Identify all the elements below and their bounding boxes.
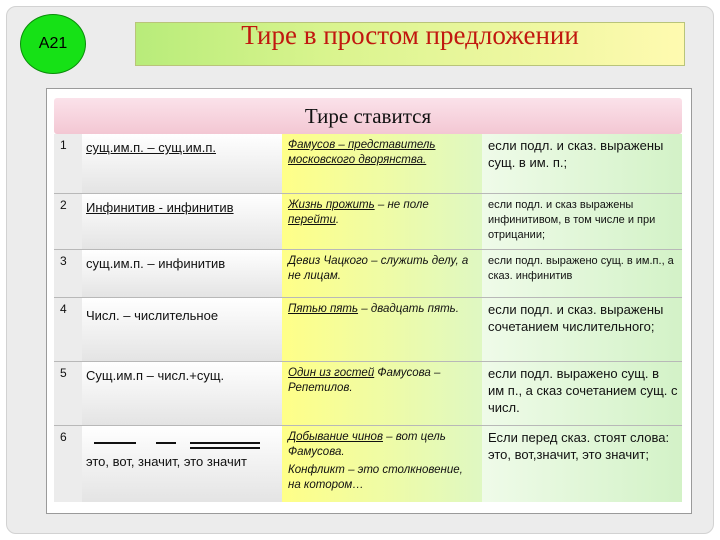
row-scheme	[82, 298, 282, 362]
row-example	[282, 134, 482, 194]
row-example	[282, 298, 482, 362]
row-number: 1	[54, 134, 82, 194]
blank-line	[190, 447, 260, 449]
row-number: 3	[54, 250, 82, 298]
example-text: Фамусов – представитель московского дворянства.	[288, 139, 436, 166]
blank-lines	[86, 434, 278, 450]
row-rule: если подл. и сказ. выражены сущ. в им. п.;	[482, 134, 682, 194]
row-rule: если подл. и сказ. выражены сочетанием числительного;	[482, 298, 682, 362]
row-example	[282, 194, 482, 250]
example-subject: Жизнь прожить	[288, 199, 375, 211]
table-row-4	[54, 298, 682, 362]
table-header-label: Тире ставится	[304, 104, 432, 128]
table-row-5	[54, 362, 682, 426]
row-example	[282, 250, 482, 298]
blank-line	[94, 442, 136, 444]
table-row-3	[54, 250, 682, 298]
scheme-text: сущ.им.п. – инфинитив	[86, 256, 226, 271]
scheme-text: Сущ.им.п – числ.+сущ.	[86, 368, 225, 383]
example-period: .	[335, 213, 340, 226]
table-row-6	[54, 426, 682, 502]
example-subject: Добывание чинов	[288, 431, 383, 443]
blank-line	[190, 442, 260, 444]
example-text: Девиз Чацкого – служить делу, а не лицам.	[288, 255, 469, 282]
row-example	[282, 362, 482, 426]
example-subject: Один из гостей	[288, 367, 375, 379]
row-scheme	[82, 134, 282, 194]
row-rule: если подл. выражено сущ. в им.п., а сказ. инфинитив	[482, 250, 682, 298]
table-row-2	[54, 194, 682, 250]
page-title: Тире в простом предложении	[241, 20, 579, 50]
example-rest: Фамусова – Репетилов.	[288, 367, 441, 394]
title-banner	[135, 22, 685, 66]
row-scheme	[82, 362, 282, 426]
row-rule: Если перед сказ. стоят слова: это, вот,значит, это значит;	[482, 426, 682, 502]
scheme-text: Инфинитив - инфинитив	[86, 200, 234, 215]
row-number: 6	[54, 426, 82, 502]
scheme-text: это, вот, значит, это значит	[86, 454, 247, 469]
example-predicate: перейти	[288, 213, 336, 226]
badge-label: А21	[38, 35, 68, 52]
row-example	[282, 426, 482, 502]
row-rule: если подл. и сказ выражены инфинитивом, в том числе и при отрицании;	[482, 194, 682, 250]
row-number: 2	[54, 194, 82, 250]
row-rule: если подл. выражено сущ. в им п., а сказ сочетанием сущ. с числ.	[482, 362, 682, 426]
example-subject: Пятью пять	[288, 303, 359, 315]
scheme-text: сущ.им.п. – сущ.им.п.	[86, 140, 216, 155]
example-middle: – не поле	[374, 199, 429, 211]
row-scheme	[82, 194, 282, 250]
task-badge	[20, 14, 86, 74]
row-number: 4	[54, 298, 82, 362]
table-row-1	[54, 134, 682, 194]
example-rest: – вот цель Фамусова.	[288, 431, 446, 458]
example-rest: – двадцать пять.	[358, 303, 459, 315]
row-number: 5	[54, 362, 82, 426]
row-scheme	[82, 426, 282, 502]
example-second: Конфликт – это столкновение, на котором…	[288, 463, 463, 491]
row-scheme	[82, 250, 282, 298]
table-header	[54, 98, 682, 134]
blank-line	[156, 442, 176, 444]
scheme-text: Числ. – числительное	[86, 308, 219, 323]
